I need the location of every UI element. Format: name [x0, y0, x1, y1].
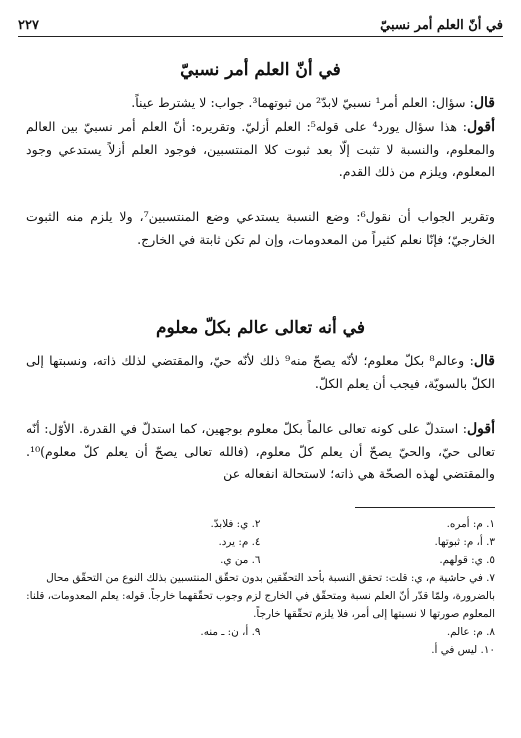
running-title: في أنّ العلم أمر نسبيّ	[380, 18, 503, 33]
page-number: ٢٢٧	[18, 18, 39, 33]
footnote: ٥. ي: قولهم.	[439, 554, 495, 566]
footnote: ١. م: أمره.	[446, 518, 495, 530]
paragraph-text: : هذا سؤال يورد⁴ على قوله⁵: العلم أزليّ. وتقريره: أنّ العلم أمر نسبيّ بين العالم والمعلوم، والنسبة لا تثبت إلّا بعد ثبوت كلا المنتسبين، فوجود العلم أزلاً يستدعي وجود المعلوم، ويلزم من ذلك القدم.	[26, 119, 495, 180]
footnote: ١٠. ليس في أ.	[431, 644, 495, 656]
aqulu-label: أقول	[467, 421, 495, 437]
paragraph-aqulu-2	[26, 418, 495, 486]
footnote-row	[26, 533, 495, 551]
footnotes	[26, 515, 495, 659]
footnote-row	[26, 515, 495, 533]
footnote-row	[26, 551, 495, 569]
header-rule	[18, 36, 503, 37]
qala-label: قال	[473, 95, 495, 111]
paragraph-text: وتقرير الجواب أن نقول⁶: وضع النسبة يستدعي وضع المنتسبين⁷، ولا يلزم منه الثبوت الخارجيّ؛ فإنّا نعلم كثيراً من المعدومات، وإن لم تكن ثابتة في الخارج.	[26, 209, 495, 247]
footnote-row	[26, 623, 495, 641]
page-header	[18, 14, 503, 36]
aqulu-label: أقول	[467, 119, 495, 135]
footnote: ٢. ي: فلابدّ.	[210, 518, 261, 530]
qala-label: قال	[473, 353, 495, 369]
paragraph-text: : وعالم⁸ بكلّ معلوم؛ لأنّه يصحّ منه⁹ ذلك لأنّه حيّ، والمقتضي لذلك ذاته، ونسبتها إلى الكلّ بالسويّة، فيجب أن يعلم الكلّ.	[26, 353, 495, 391]
footnote-long: ٧. في حاشية م، ي: قلت: تحقق النسبة بأحد التحقّقين بدون تحقّق المنتسبين بذلك النوع من التحقّق محال بالضرورة، ولمّا قدّر أنّ العلم نسبة ومتحقّق في الخارج لزم وجوب تحقّقهما خارجاً. قوله: يعلم المعدومات، قلنا: المعلوم صورتها لا نسبتها إلى أمر، فلا يلزم تحقّقها خارجاً.	[26, 572, 495, 620]
section-title-1: في أنّ العلم أمر نسبيّ	[180, 60, 341, 80]
footnote: ٤. م: يرد.	[218, 536, 261, 548]
footnote: ٦. من ي.	[220, 554, 261, 566]
paragraph-aqulu-1	[26, 116, 495, 184]
paragraph-text: : استدلّ على كونه تعالى عالماً بكلّ معلوم بوجهين، كما استدلّ في القدرة. الأوّل: أنّه تعالى حيّ، والحيّ يصحّ أن يعلم كلّ معلوم، (فالله تعالى يصحّ أن يعلم كلّ معلوم)¹⁰. والمقتضي لهذه الصحّة هي ذاته؛ لاستحالة انفعاله عن	[26, 421, 495, 482]
paragraph-qala-1	[26, 92, 495, 115]
footnote: ٩. أ، ن: ـ منه.	[200, 626, 261, 638]
footnote: ٣. أ، م: ثبوتها.	[434, 536, 495, 548]
footnote: ٨. م: عالم.	[446, 626, 495, 638]
paragraph-text: : سؤال: العلم أمر¹ نسبيّ لابدّ² من ثبوتهما³. جواب: لا يشترط عيناً.	[131, 95, 474, 110]
section-title-2: في أنه تعالى عالم بكلّ معلوم	[156, 318, 365, 338]
paragraph-qala-2	[26, 350, 495, 395]
footnote-rule	[355, 507, 495, 508]
paragraph-answer	[26, 206, 495, 251]
